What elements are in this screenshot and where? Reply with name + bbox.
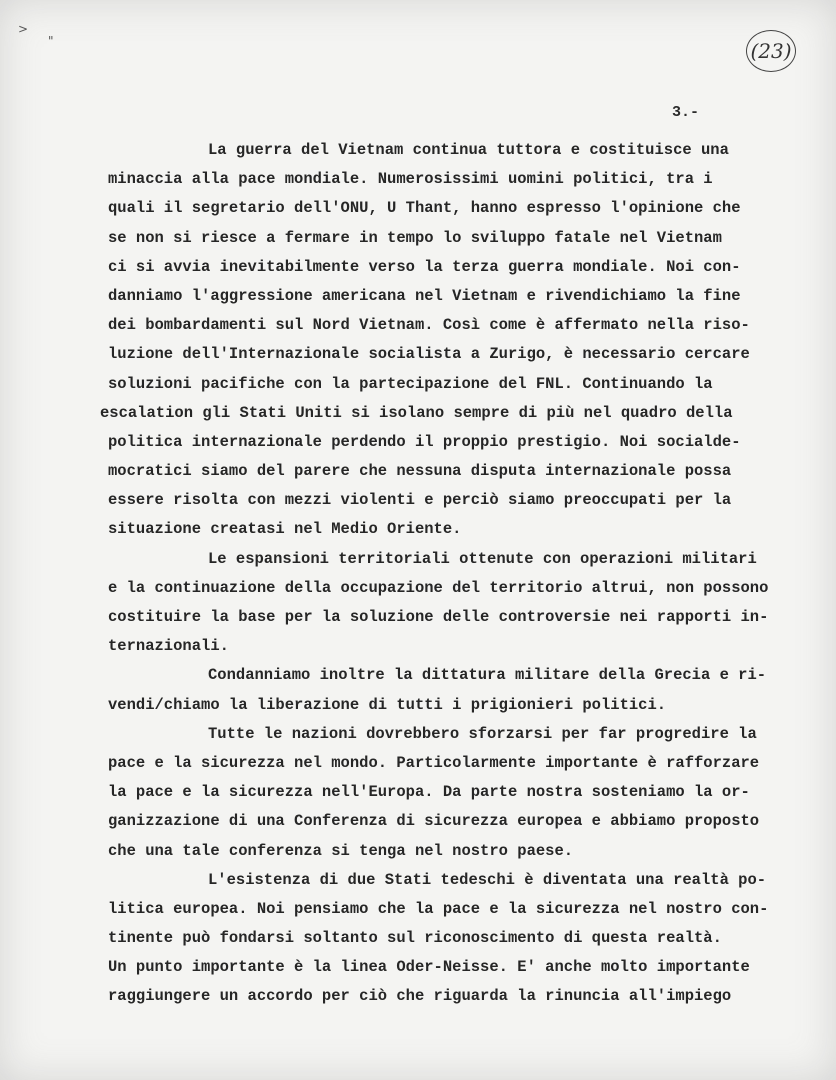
- text-line: dei bombardamenti sul Nord Vietnam. Così come è affermato nella riso-: [108, 316, 750, 335]
- text-line: che una tale conferenza si tenga nel nostro paese.: [108, 841, 574, 860]
- text-line: essere risolta con mezzi violenti e perciò siamo preoccupati per la: [108, 491, 732, 510]
- corner-mark-2: ": [48, 34, 54, 48]
- text-line: la pace e la sicurezza nell'Europa. Da parte nostra sosteniamo la or-: [108, 783, 750, 802]
- text-line: situazione creatasi nel Medio Oriente.: [108, 520, 462, 539]
- text-line: luzione dell'Internazionale socialista a Zurigo, è necessario cercare: [108, 345, 750, 364]
- text-line: soluzioni pacifiche con la partecipazione del FNL. Continuando la: [108, 374, 713, 393]
- text-line: costituire la base per la soluzione delle controversie nei rapporti in-: [108, 608, 769, 626]
- text-line: litica europea. Noi pensiamo che la pace e la sicurezza nel nostro con-: [108, 899, 769, 918]
- text-line: pace e la sicurezza nel mondo. Particolarmente importante è rafforzare: [108, 753, 760, 772]
- text-line: Le espansioni territoriali ottenute con operazioni militari: [208, 549, 757, 568]
- text-line: raggiungere un accordo per ciò che riguarda la rinuncia all'impiego: [108, 987, 732, 1006]
- text-line: Un punto importante è la linea Oder-Neisse. E' anche molto importante: [108, 958, 750, 977]
- text-line: quali il segretario dell'ONU, U Thant, hanno espresso l'opinione che: [108, 199, 741, 218]
- text-line: e la continuazione della occupazione del territorio altrui, non possono: [108, 578, 769, 597]
- page-label-text: (23): [750, 39, 792, 63]
- text-line: politica internazionale perdendo il proppio prestigio. Noi socialde-: [108, 432, 741, 451]
- text-line: tinente può fondarsi soltanto sul riconoscimento di questa realtà.: [108, 929, 722, 948]
- body-text: [0, 136, 836, 1012]
- handwritten-page-label: [746, 30, 796, 72]
- text-line: ci si avvia inevitabilmente verso la terza guerra mondiale. Noi con-: [108, 257, 741, 276]
- text-line: se non si riesce a fermare in tempo lo sviluppo fatale nel Vietnam: [108, 228, 722, 247]
- text-line: vendi/chiamo la liberazione di tutti i prigionieri politici.: [108, 695, 667, 714]
- text-line: danniamo l'aggressione americana nel Vietnam e rivendichiamo la fine: [108, 286, 741, 305]
- text-line: Tutte le nazioni dovrebbero sforzarsi per far progredire la: [208, 724, 757, 743]
- text-line: Condanniamo inoltre la dittatura militare della Grecia e ri-: [208, 666, 767, 685]
- text-line: ganizzazione di una Conferenza di sicurezza europea e abbiamo proposto: [108, 812, 760, 831]
- text-line: mocratici siamo del parere che nessuna disputa internazionale possa: [108, 462, 732, 481]
- corner-mark-1: >: [18, 22, 29, 36]
- page-number: 3.-: [672, 104, 700, 121]
- text-line: L'esistenza di due Stati tedeschi è diventata una realtà po-: [208, 870, 767, 889]
- text-line: escalation gli Stati Uniti si isolano sempre di più nel quadro della: [100, 403, 733, 422]
- text-line: minaccia alla pace mondiale. Numerosissimi uomini politici, tra i: [108, 170, 713, 189]
- text-line: La guerra del Vietnam continua tuttora e costituisce una: [208, 141, 729, 159]
- text-line: ternazionali.: [108, 637, 229, 656]
